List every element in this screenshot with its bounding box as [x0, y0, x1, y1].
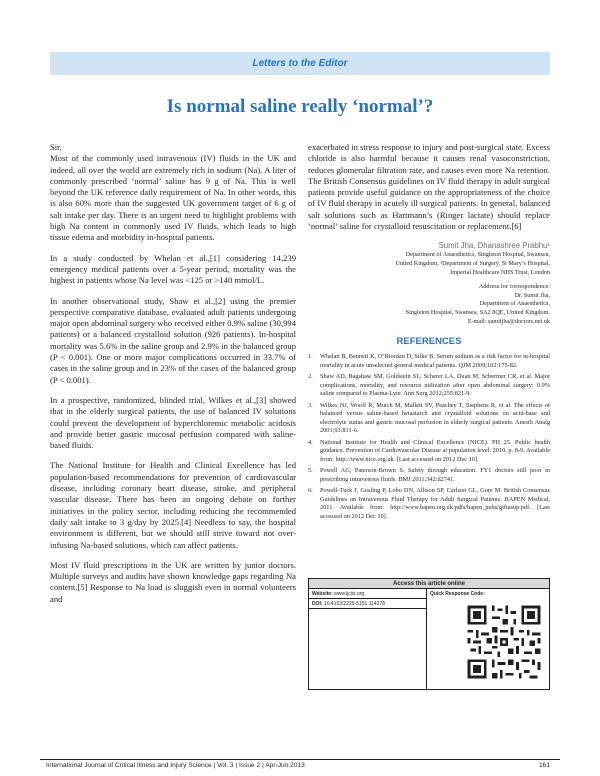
website-link[interactable]: www.ijciis.org — [334, 591, 365, 597]
footer-volume: Vol. 3 — [217, 762, 234, 769]
doi-label: DOI: — [312, 601, 323, 607]
footer-date: Apr-Jun 2013 — [265, 762, 305, 769]
references-list — [308, 353, 550, 521]
salutation: Sir, — [50, 142, 62, 152]
section-banner-label: Letters to the Editor — [252, 58, 348, 69]
body-paragraph: In a study conducted by Whelan et al.,[1] considering 14,239 emergency medical patients over a 5-year period, mortality was the highest in patients whose Na level was <125 or >140 mmol/L. — [50, 252, 296, 286]
correspondence-line: Dr. Sumit Jha, — [514, 291, 550, 299]
reference-item — [308, 439, 550, 465]
body-paragraph: The National Institute for Health and Clinical Excellence has led population-based recommendations for prevention of cardiovascular disease, including coronary heart disease, stroke, and peripheral vascular disease. There has been an ongoing debate on further initiatives in the policy sector, including reducing the recommended daily salt intake to 3 g/day by 2025.[4] Needless to say, the hospital environment is different, but we should still strive toward not over-infusing Na-based solutions, which can affect patients. — [50, 460, 296, 550]
reference-number: 4. — [308, 438, 313, 446]
affiliation-line: Imperial Healthcare NHS Trust, London — [450, 268, 550, 276]
footer-separator: | — [262, 762, 266, 769]
reference-text: Powell AG, Paterson-Brown S. Safety through education. FY1 doctors still poor in prescribing intravenous fluids. BMJ 2011;342:d2741. — [320, 467, 550, 483]
affiliation-line: United Kingdom, ¹Department of Surgery, St Mary’s Hospital, — [395, 259, 550, 267]
body-paragraph: Most of the commonly used intravenous (IV) fluids in the UK and indeed, all over the world are extremely rich in sodium (Na). A liter of commonly prescribed ‘normal’ saline has 9 g of Na. This is well beyond the UK reference daily requirement of Na. In other words, this is also 60% more than the suggested UK government target of 6 g of salt intake per day. There is an urgent need to highlight problems with high Na content in commonly used IV fluids, which leads to high tissue edema and morbidity in-hospital patients. — [50, 153, 296, 243]
doi-value[interactable]: 10.4103/2229-5151.114278 — [323, 601, 386, 607]
article-title: Is normal saline really ‘normal’? — [166, 96, 434, 117]
correspondence — [308, 283, 550, 326]
access-online-box — [308, 578, 550, 690]
section-banner — [50, 52, 550, 75]
website-row — [309, 589, 426, 599]
correspondence-email[interactable]: E-mail: sumitjha@doctors.net.uk — [467, 317, 550, 325]
footer-separator: | — [213, 762, 218, 769]
body-paragraph: Most IV fluid prescriptions in the UK are written by junior doctors. Multiple surveys and audits have shown knowledge gaps regarding Na content.[5] Response to Na load is sluggish even in normal volunteers and — [50, 559, 296, 604]
website-label: Website: — [312, 591, 333, 597]
reference-number: 2. — [308, 373, 313, 381]
access-box-heading: Access this article online — [309, 579, 549, 589]
footer-separator: | — [235, 762, 239, 769]
author-names: Sumit Jha, Dhanashree Prabhu¹ — [438, 241, 550, 251]
qr-label: Quick Response Code: — [430, 591, 485, 597]
footer-journal: International Journal of Critical Illness and Injury Science — [46, 762, 212, 769]
correspondence-label: Address for correspondence: — [478, 283, 550, 291]
access-box-details — [309, 589, 427, 689]
page-number: 161 — [538, 762, 550, 769]
qr-code-icon[interactable] — [465, 603, 543, 681]
doi-row — [309, 599, 426, 609]
reference-number: 6. — [308, 487, 313, 495]
reference-item — [308, 487, 550, 521]
footer-issue: Issue 2 — [238, 762, 261, 769]
footer-divider — [40, 759, 560, 760]
body-paragraph: In another observational study, Shaw et al.,[2] using the premier perspective comparative database, evaluated adult patients undergoing major open abdominal surgery who received either 0.9% saline (30,994 patients) or a balanced crystalloid solution (926 patients). In-hospital mortality was 5.6% in the saline group and 2.9% in the balanced group (P < 0.001). One or more major complications occurred in 33.7% of cases in the saline group and in 23% of the cases of the balanced group (P < 0.001). — [50, 295, 296, 385]
correspondence-line: Singleton Hospital, Swansea, SA2 8QE, United Kingdom. — [405, 308, 550, 316]
reference-item — [308, 353, 550, 370]
reference-text: Powell-Tuck J, Gosling P, Lobo DN, Allison SP, Carlson GL, Gore M. British Consensus Guidelines on Intravenous Fluid Therapy for Adult Surgical Patients. BAPEN Medical, 2011. Available from: http://www.bapen.org.uk/pdfs/bapen_pubs/giftasup.pdf. [Last accessed on 2012 Dec 10]. — [320, 487, 550, 520]
reference-item — [308, 373, 550, 399]
reference-text: Shaw AD, Bagshaw SM, Goldstein SL, Scherer LA, Duan M, Schermer CR, et al. Major complications, mortality, and resource utilization after open abdominal surgery: 0.9% saline compared to Plasma-Lyte. Ann Surg 2012;255:821-9. — [320, 373, 550, 398]
reference-number: 3. — [308, 401, 313, 409]
reference-number: 1. — [308, 353, 313, 361]
right-column — [308, 142, 550, 524]
references-heading: REFERENCES — [396, 336, 462, 348]
reference-text: Whelan B, Bennett K, O’Riordan D, Silke B. Serum sodium as a risk factor for in-hospital mortality in acute unselected general medical patients. QJM 2009;102:175-82. — [320, 353, 550, 369]
reference-text: Wilkes NJ, Woolf R, Mutch M, Mallett SV, Peachey T, Stephens R, et al. The effects of balanced versus saline-based hetastarch and crystalloid solutions on acid-base and electrolyte status and gastric mucosal perfusion in elderly surgical patients. Anesth Analg 2001;93:811-6. — [320, 401, 550, 435]
reference-number: 5. — [308, 467, 313, 475]
reference-text: National Institute for Health and Clinical Excellence (NICE). PH 25. Public health guidance. Prevention of Cardiovascular Disease at population level. 2010. p. 8-9. Available from: http://www.nice.org.uk. [Last accessed on 2012 Dec 10]. — [320, 438, 550, 463]
affiliation-line: Department of Anaesthetics, Singleton Hospital, Swansea, — [405, 251, 550, 259]
affiliation — [308, 251, 550, 277]
page-footer — [46, 762, 550, 769]
body-paragraph: exacerbated in stress response to injury and post-surgical state. Excess chloride is also harmful because it causes renal vasoconstriction, reduces glomerular filtration rate, and causes even more Na retention. The British Consensus guidelines on IV fluid therapy in adult surgical patients provide useful guidance on the appropriateness of the choice of IV fluid therapy in acutely ill surgical patients. In general, balanced salt solutions such as Hartmann’s (Ringer lactate) should replace ‘normal’ saline for crystalloid resuscitation or replacement.[6] — [308, 142, 550, 232]
qr-section — [427, 589, 549, 689]
reference-item — [308, 467, 550, 484]
body-paragraph: In a prospective, randomized, blinded trial, Wilkes et al.,[3] showed that in the elderly surgical patients, the use of balanced IV solutions could prevent the development of hyperchloremic metabolic acidosis and provide better gastric mucosal perfusion compared with saline-based fluids. — [50, 394, 296, 451]
left-column — [50, 142, 296, 614]
correspondence-line: Department of Anaesthetics, — [479, 300, 550, 308]
reference-item — [308, 402, 550, 436]
